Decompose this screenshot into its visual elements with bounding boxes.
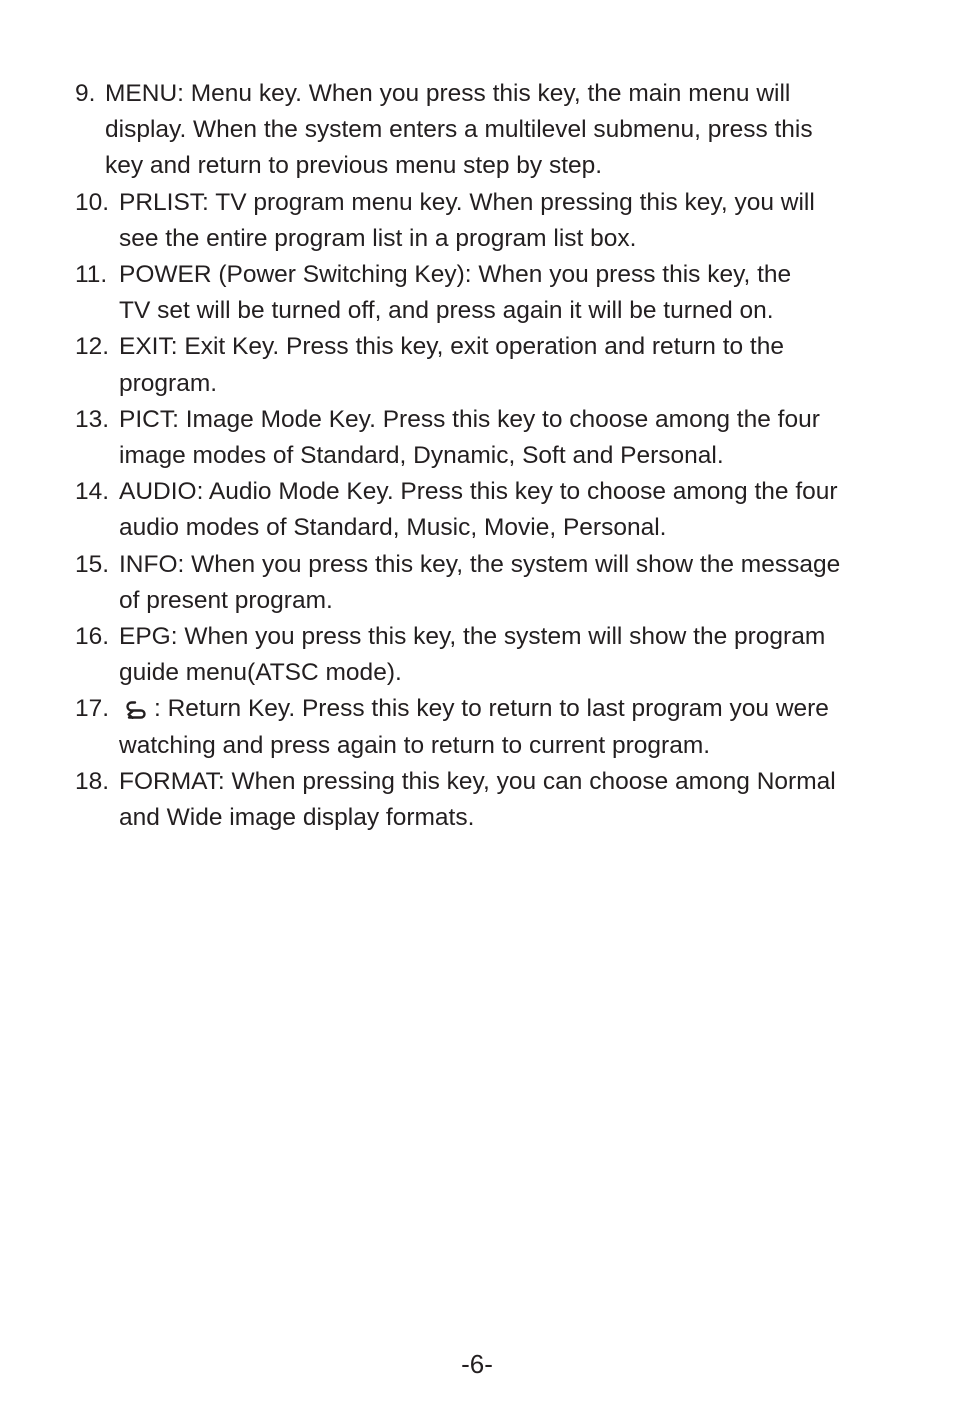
item-description [119, 402, 905, 474]
item-line-text: : Return Key. Press this key to return to last program you were [154, 695, 829, 723]
item-number: 13. [75, 405, 116, 433]
list-item-menu [75, 76, 905, 185]
item-line: EPG: When you press this key, the system will show the program [119, 623, 826, 651]
item-number: 16. [75, 623, 116, 651]
item-line: INFO: When you press this key, the system will show the message [119, 550, 841, 578]
item-line: watching and press again to return to current program. [119, 731, 711, 759]
list-item-exit [75, 329, 905, 401]
item-number: 17. [75, 695, 116, 723]
list-item-pict [75, 402, 905, 474]
item-description [105, 76, 905, 185]
item-line: PICT: Image Mode Key. Press this key to choose among the four [119, 405, 820, 433]
list-item-prlist [75, 185, 905, 257]
item-line: AUDIO: Audio Mode Key. Press this key to choose among the four [119, 478, 838, 506]
item-line: audio modes of Standard, Music, Movie, Personal. [119, 514, 667, 542]
item-number: 15. [75, 550, 116, 578]
item-line: MENU: Menu key. When you press this key, the main menu will [105, 80, 791, 107]
item-number: 9. [75, 80, 103, 107]
item-number: 12. [75, 333, 116, 361]
item-line: TV set will be turned off, and press again it will be turned on. [119, 297, 774, 325]
item-description [119, 185, 905, 257]
list-item-power [75, 257, 905, 329]
list-item-audio [75, 474, 905, 546]
item-line: display. When the system enters a multilevel submenu, press this [105, 116, 813, 144]
item-line: key and return to previous menu step by step. [105, 152, 603, 180]
page-number: -6- [461, 1349, 493, 1379]
remote-key-list [75, 76, 905, 836]
list-item-epg [75, 619, 905, 691]
list-item-return [75, 691, 905, 763]
item-line: image modes of Standard, Dynamic, Soft and Personal. [119, 442, 724, 470]
return-icon [122, 699, 152, 719]
list-item-format [75, 764, 905, 836]
item-line: program. [119, 369, 218, 397]
item-line: POWER (Power Switching Key): When you press this key, the [119, 261, 792, 289]
item-line-with-icon [119, 691, 905, 727]
item-number: 11. [75, 261, 115, 289]
item-number: 18. [75, 767, 116, 795]
item-description [119, 257, 905, 329]
item-number: 10. [75, 188, 116, 216]
item-line: PRLIST: TV program menu key. When pressing this key, you will [119, 188, 815, 216]
item-line: FORMAT: When pressing this key, you can choose among Normal [119, 767, 836, 795]
item-line: and Wide image display formats. [119, 804, 475, 832]
item-description [119, 619, 905, 691]
item-line: EXIT: Exit Key. Press this key, exit operation and return to the [119, 333, 784, 361]
item-description [119, 764, 905, 836]
item-description [119, 474, 905, 546]
item-description [119, 329, 905, 401]
item-line: see the entire program list in a program list box. [119, 224, 637, 252]
item-description [119, 691, 905, 763]
item-description [119, 547, 905, 619]
item-line: guide menu(ATSC mode). [119, 659, 402, 687]
list-item-info [75, 547, 905, 619]
item-number: 14. [75, 478, 116, 506]
item-line: of present program. [119, 586, 333, 614]
